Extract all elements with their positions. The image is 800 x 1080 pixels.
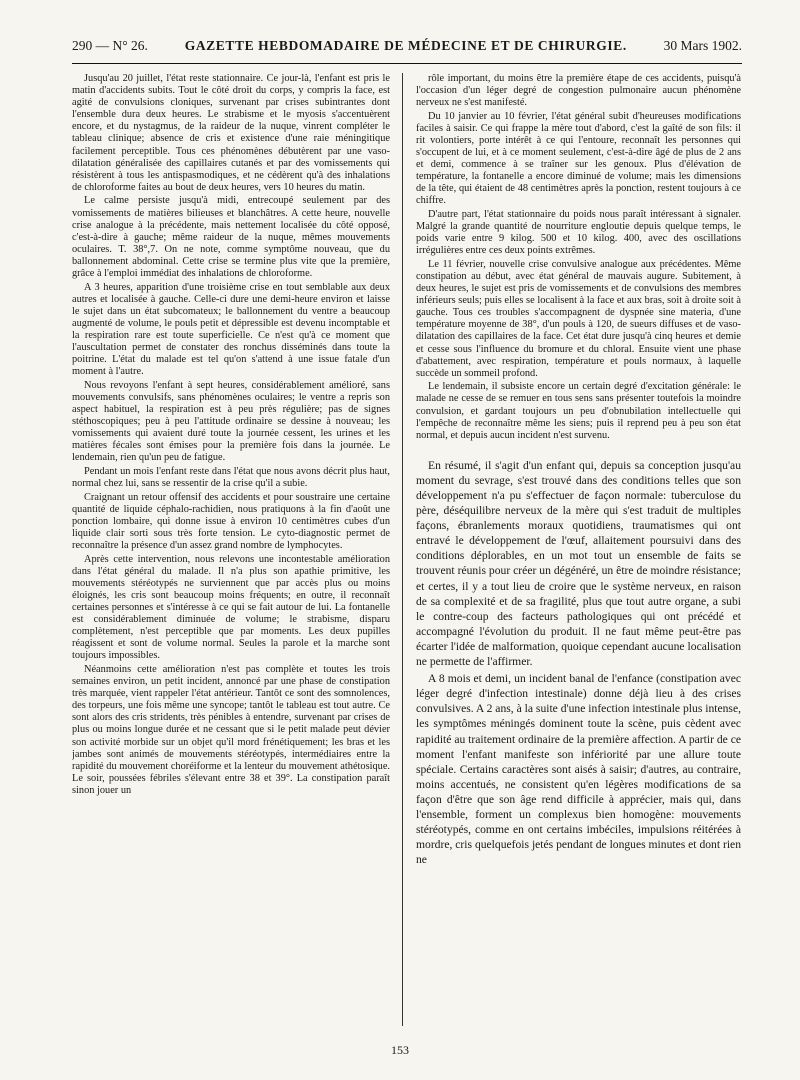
paragraph: Le calme persiste jusqu'à midi, entrecoupé seulement par des vomissements de matières bilieuses et blanchâtres. A cette heure, nouvelle crise analogue à la précédente, mais nettement localisée du côté opposé, c'est-à-dire à gauche; même raideur de la nuque, mêmes mouvements oculaires. T. 38°,7. On ne note, comme symptôme nouveau, que du ballonnement abdominal. Cette crise se termine plus vite que la première, grâce à l'emploi immédiat des inhalations de chloroforme. bbox=[72, 195, 390, 279]
paragraph: Pendant un mois l'enfant reste dans l'état que nous avons décrit plus haut, normal chez lui, sans se ressentir de la crise qu'il a subie. bbox=[72, 466, 390, 490]
header-page-issue: 290 — N° 26. bbox=[72, 38, 148, 53]
paragraph: Le lendemain, il subsiste encore un certain degré d'excitation générale: le malade ne cesse de se remuer en tous sens sans présenter toutefois la moindre convulsion, et gardant toujours un peu d'obnubilation intellectuelle qui l'empêche de reconnaître même les siens; puis il reprend peu à peu son état normal, et depuis aucun incident n'est survenu. bbox=[416, 381, 741, 441]
column-divider bbox=[402, 73, 403, 1026]
paragraph: A 8 mois et demi, un incident banal de l'enfance (constipation avec léger degré d'infection intestinale) donne déjà lieu à des crises convulsives. A 2 ans, à la suite d'une infection intestinale plus intense, les symptômes méningés dominent toute la scène, puis cèdent avec rapidité au traitement ordinaire de la première affection. A partir de ce moment l'enfant manifeste son infériorité par une allure toute spéciale. Certains caractères sont aisés à saisir; d'autres, au contraire, moins accentués, ne consistent qu'en légères modifications de sa façon d'être que son âge rend difficile à apprécier, mais qui, dans l'ensemble, forment un complexus bien homogène: mouvements stéréotypés, comme en ont certains imbéciles, impulsions réitérées à mordre, cris quelquefois jetés pendant de longues minutes et dont rien ne bbox=[416, 672, 741, 867]
paragraph: rôle important, du moins être la première étape de ces accidents, puisqu'à l'occasion d'un léger degré de congestion pulmonaire aucun phénomène nerveux ne s'est manifesté. bbox=[416, 73, 741, 109]
paragraph: Néanmoins cette amélioration n'est pas complète et toutes les trois semaines environ, un petit incident, annoncé par une phase de constipation très marquée, vient rappeler l'état antérieur. Tantôt ce sont des somnolences, des torpeurs, une fois même une syncope; tantôt le tableau est tout autre. Ce sont alors des cris stridents, très pénibles à entendre, survenant par crises de plus ou moins longue durée et ne cessant que si le petit malade peut dévier son activité morbide sur un objet qu'il mord frénétiquement; les bras et les jambes sont animés de mouvements stéréotypés, intermédiaires entre la rapidité du mouvement choréiforme et la lenteur du mouvement athétosique. Le soir, poussées fébriles s'élevant entre 38 et 39°. La constipation paraît sinon jouer un bbox=[72, 664, 390, 796]
paragraph: Nous revoyons l'enfant à sept heures, considérablement amélioré, sans mouvements convulsifs, sans phénomènes oculaires; le ventre a repris son aspect habituel, la respiration est à peu près régulière; pas de signes stéthoscopiques; peu à peu l'attitude ordinaire se dessine à nouveau; les vomissements qui avaient duré toute la journée cessent, les urines et les matières fécales sont émises pour la première fois dans la journée. Le lendemain, rien qu'un peu de fatigue. bbox=[72, 379, 390, 464]
summary-section bbox=[416, 458, 741, 868]
paragraph: Jusqu'au 20 juillet, l'état reste stationnaire. Ce jour-là, l'enfant est pris le matin d'accidents subits. Tout le côté droit du corps, y compris la face, est agité de convulsions cloniques, survenant par crises subintrantes dont l'ensemble dura deux heures. Le strabisme et le myosis s'accentuèrent encore, et du nystagmus, de la raideur de la nuque, vinrent compléter le tableau clinique; absence de cris et existence d'une raie méningitique facilement perceptible. Tous ces phénomènes débutèrent par une vaso-dilatation généralisée des capillaires cutanés et par des vomissements qui résistèrent à tous les antispasmodiques, et ne cédèrent qu'à des inhalations de chloroforme faites au bout de deux heures, vers 10 heures du matin. bbox=[72, 73, 390, 193]
paragraph: Craignant un retour offensif des accidents et pour soustraire une certaine quantité de liquide céphalo-rachidien, nous pratiquons à la fin d'août une ponction lombaire, qui donne issue à environ 10 centimètres cubes d'un liquide clair sorti sous très forte tension. Le cyto-diagnostic permet de reconnaître la présence d'un assez grand nombre de lymphocytes. bbox=[72, 491, 390, 552]
paragraph: Du 10 janvier au 10 février, l'état général subit d'heureuses modifications faciles à saisir. Ce qui frappe la mère tout d'abord, c'est la gaîté de son fils: il rit volontiers, porte intérêt à ce qui l'entoure, reconnaît les personnes qui s'occupent de lui, et à ce moment seulement, c'est-à-dire âgé de plus de 2 ans et demi, commence à se traîner sur les genoux. Plus d'élévation de température, la fontanelle a encore diminué de volume; mais les dimensions de la tête, qui étaient de 48 centimètres après la ponction, restent toujours à ce chiffre. bbox=[416, 110, 741, 207]
paragraph: D'autre part, l'état stationnaire du poids nous paraît intéressant à signaler. Malgré la grande quantité de nourriture engloutie depuis quelque temps, le poids varie entre 9 kilog. 500 et 10 kilog. 400, avec des oscillations irrégulières entre ces deux points extrêmes. bbox=[416, 209, 741, 257]
paragraph: Après cette intervention, nous relevons une incontestable amélioration dans l'état général du malade. Il n'a plus son apathie primitive, les mouvements stéréotypés ne surviennent que par accès plus ou moins éloignés, les cris sont beaucoup moins fréquents; en outre, il reconnaît certaines personnes et s'intéresse à ce qui se fait autour de lui. La fontanelle est considérablement diminuée de volume; le strabisme, disparu complètement, n'est perceptible que par moments. Les deux pupilles réagissent et sont de volume normal. Seules la parole et la marche sont toujours impossibles. bbox=[72, 553, 390, 662]
running-header bbox=[72, 38, 742, 60]
paragraph: En résumé, il s'agit d'un enfant qui, depuis sa conception jusqu'au moment du sevrage, s'est trouvé dans des conditions telles que son développement n'a pu s'effectuer de façon normale: tuberculose du père, déséquilibre nerveux de la mère qui s'est traduit de multiples façons, ébranlements moraux quotidiens, traumatismes qui ont entravé le développement de l'œuf, allaitement poursuivi dans des conditions déplorables, en un mot tout un ensemble de faits se trouvent réunis pour créer un dégénéré, un être de moindre résistance; et certes, il y a tout lieu de croire que le système nerveux, en raison de sa complexité et de sa fragilité, plus que tout autre organe, a subi le contre-coup des facteurs pathologiques qui ont précédé et accompagné l'évolution du produit. Il ne faut même peut-être pas écarter l'idée de malformation, quoique cependant aucune localisation ne permette de l'affirmer. bbox=[416, 458, 741, 669]
page-number: 153 bbox=[391, 1043, 409, 1057]
journal-title: GAZETTE HEBDOMADAIRE DE MÉDECINE ET DE CHIRURGIE. bbox=[184, 38, 627, 53]
header-rule bbox=[72, 63, 742, 64]
right-column bbox=[416, 73, 741, 1026]
left-column bbox=[72, 73, 390, 1026]
paragraph: A 3 heures, apparition d'une troisième crise en tout semblable aux deux autres et localisée à gauche. Celle-ci dure une demi-heure environ et laisse le sujet dans un état subcomateux; le ballonnement du ventre a beaucoup augmenté de volume, le pouls petit et dépressible est devenu incomptable et la respiration rare est toute superficielle. Ce n'est qu'à ce moment que l'auscultation permet de constater des ronchus disséminés dans toute la poitrine. L'état du malade est tel qu'on s'attend à une issue fatale d'un moment à l'autre. bbox=[72, 281, 390, 378]
header-date: 30 Mars 1902. bbox=[663, 38, 742, 53]
paragraph: Le 11 février, nouvelle crise convulsive analogue aux précédentes. Même constipation au début, avec état général de mauvais augure. Subitement, à deux heures, le sujet est pris de vomissements et de convulsions des membres inférieurs seuls; puis elles se localisent à la face et aux bras, soit à droite soit à gauche. Tous ces troubles s'accompagnent de dyspnée sine materia, d'une température moyenne de 38°, d'un pouls à 120, de sueurs diffuses et de vaso-dilatation des capillaires de la face. Cet état dure jusqu'à cinq heures et demie et cesse sous l'influence du bromure et du chloral. Ensuite vient une phase d'abattement, avec respiration, température et pouls normaux, à laquelle succède un sommeil profond. bbox=[416, 258, 741, 379]
